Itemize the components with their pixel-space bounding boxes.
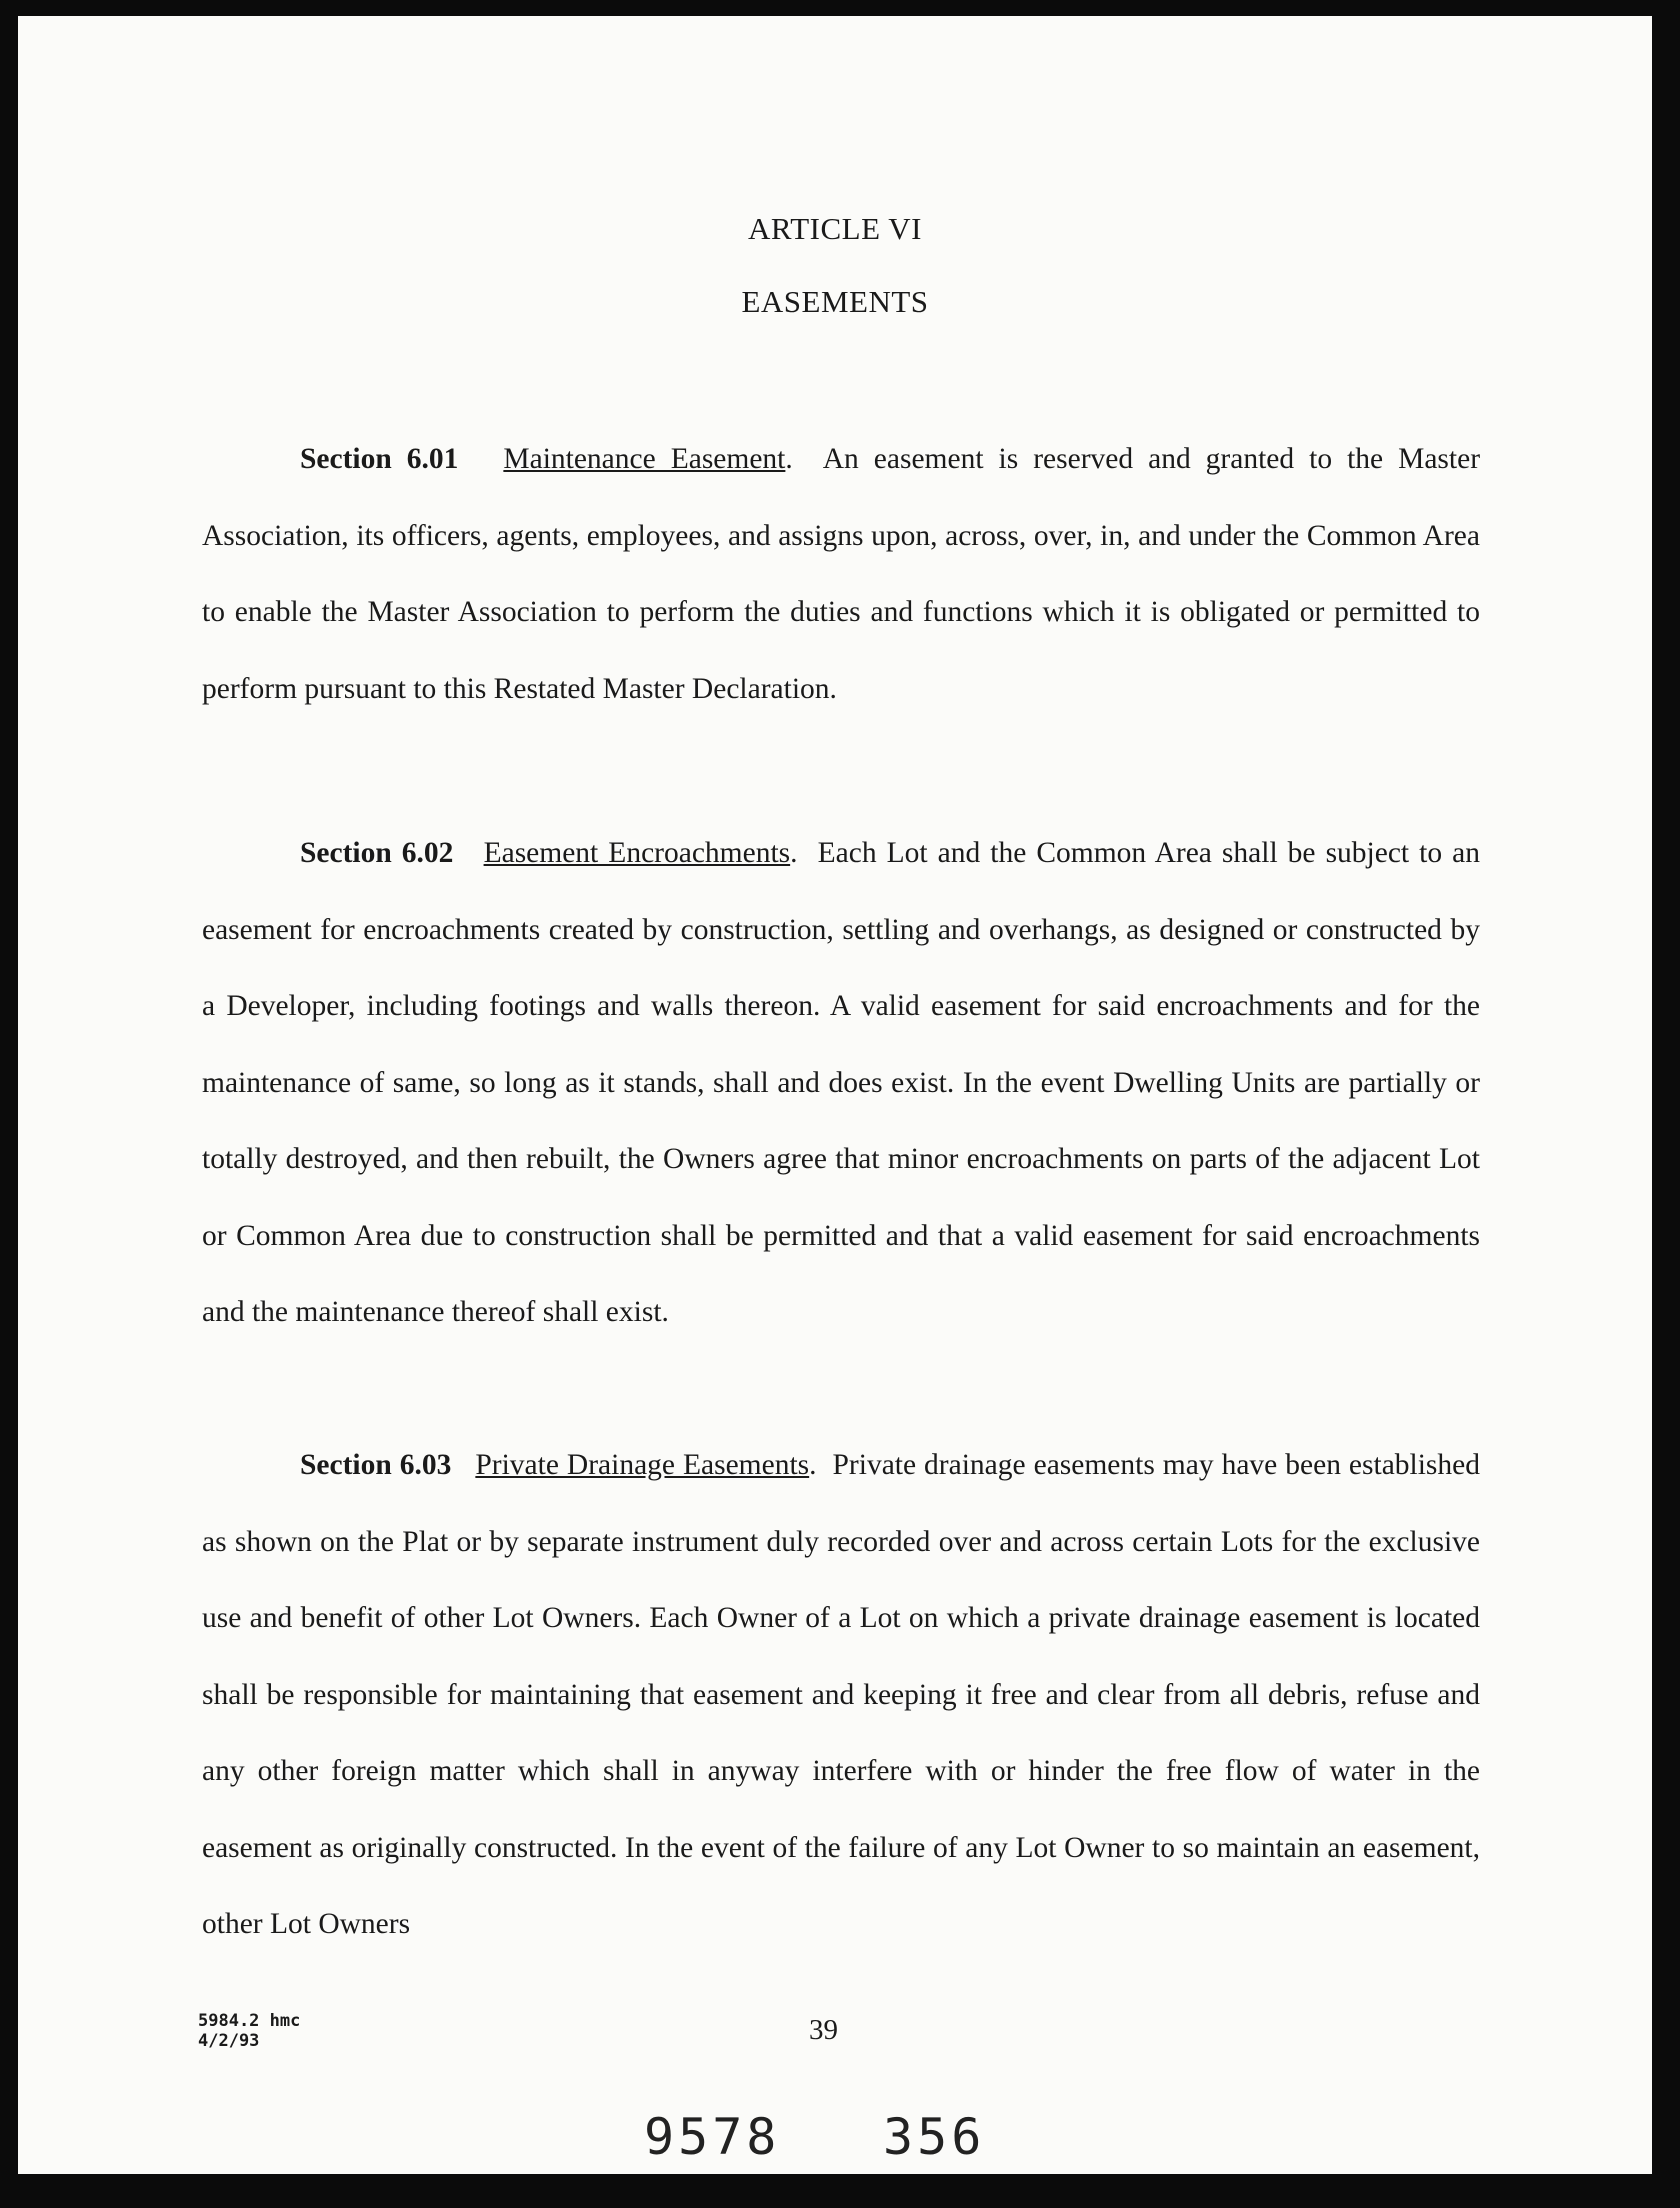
recording-stamp-page: 356 <box>883 2108 986 2166</box>
section-label: Section 6.03 <box>300 1449 452 1481</box>
file-reference <box>198 2011 300 2051</box>
article-heading: ARTICLE VI <box>748 211 922 246</box>
section-6-03: Section 6.03 Private Drainage Easements. Private drainage easements may have been established as shown on the Plat or by separate instrument duly recorded over and across certain Lots for the exclusive use and benefit of other Lot Owners. Each Owner of a Lot on which a private drainage easement is located shall be responsible for maintaining that easement and keeping it free and clear from all debris, refuse and any other foreign matter which shall in anyway interfere with or hinder the free flow of water in the easement as originally constructed. In the event of the failure of any Lot Owner to so maintain an easement, other Lot Owners <box>202 1449 1481 1940</box>
document-page <box>18 16 1652 2174</box>
section-text: Private drainage easements may have been established as shown on the Plat or by separate instrument duly recorded over and across certain Lots for the exclusive use and benefit of other Lot Owners. Each Owner of a Lot on which a private drainage easement is located shall be responsible for maintaining that easement and keeping it free and clear from all debris, refuse and any other foreign matter which shall in anyway interfere with or hinder the free flow of water in the easement as originally constructed. In the event of the failure of any Lot Owner to so maintain an easement, other Lot Owners <box>202 1449 1481 1940</box>
file-ref-code: 5984.2 hmc <box>198 2011 301 2031</box>
section-text: An easement is reserved and granted to the Master Association, its officers, agents, employees, and assigns upon, across, over, in, and under the Common Area to enable the Master Association to perform the duties and functions which it is obligated or permitted to perform pursuant to this Restated Master Declaration. <box>202 443 1481 705</box>
section-text: Each Lot and the Common Area shall be subject to an easement for encroachments created by construction, settling and overhangs, as designed or constructed by a Developer, including footings and walls thereon. A valid easement for said encroachments and for the maintenance of same, so long as it stands, shall and does exist. In the event Dwelling Units are partially or totally destroyed, and then rebuilt, the Owners agree that minor encroachments on parts of the adjacent Lot or Common Area due to construction shall be permitted and that a valid easement for said encroachments and the maintenance thereof shall exist. <box>202 837 1481 1328</box>
section-label: Section 6.02 <box>300 837 454 869</box>
page-number: 39 <box>809 2014 838 2046</box>
section-title: Easement Encroachments <box>483 837 791 869</box>
section-title: Maintenance Easement <box>503 443 786 475</box>
section-title: Private Drainage Easements <box>475 1449 810 1481</box>
article-title: EASEMENTS <box>741 284 929 319</box>
section-label: Section 6.01 <box>300 443 459 475</box>
section-6-01: Section 6.01 Maintenance Easement. An easement is reserved and granted to the Master Association, its officers, agents, employees, and assigns upon, across, over, in, and under the Common Area to enable the Master Association to perform the duties and functions which it is obligated or permitted to perform pursuant to this Restated Master Declaration. <box>202 443 1481 705</box>
file-ref-date: 4/2/93 <box>198 2031 260 2051</box>
section-6-02: Section 6.02 Easement Encroachments. Each Lot and the Common Area shall be subject to an easement for encroachments created by construction, settling and overhangs, as designed or constructed by a Developer, including footings and walls thereon. A valid easement for said encroachments and for the maintenance of same, so long as it stands, shall and does exist. In the event Dwelling Units are partially or totally destroyed, and then rebuilt, the Owners agree that minor encroachments on parts of the adjacent Lot or Common Area due to construction shall be permitted and that a valid easement for said encroachments and the maintenance thereof shall exist. <box>202 837 1481 1328</box>
recording-stamp-book: 9578 <box>644 2108 781 2166</box>
